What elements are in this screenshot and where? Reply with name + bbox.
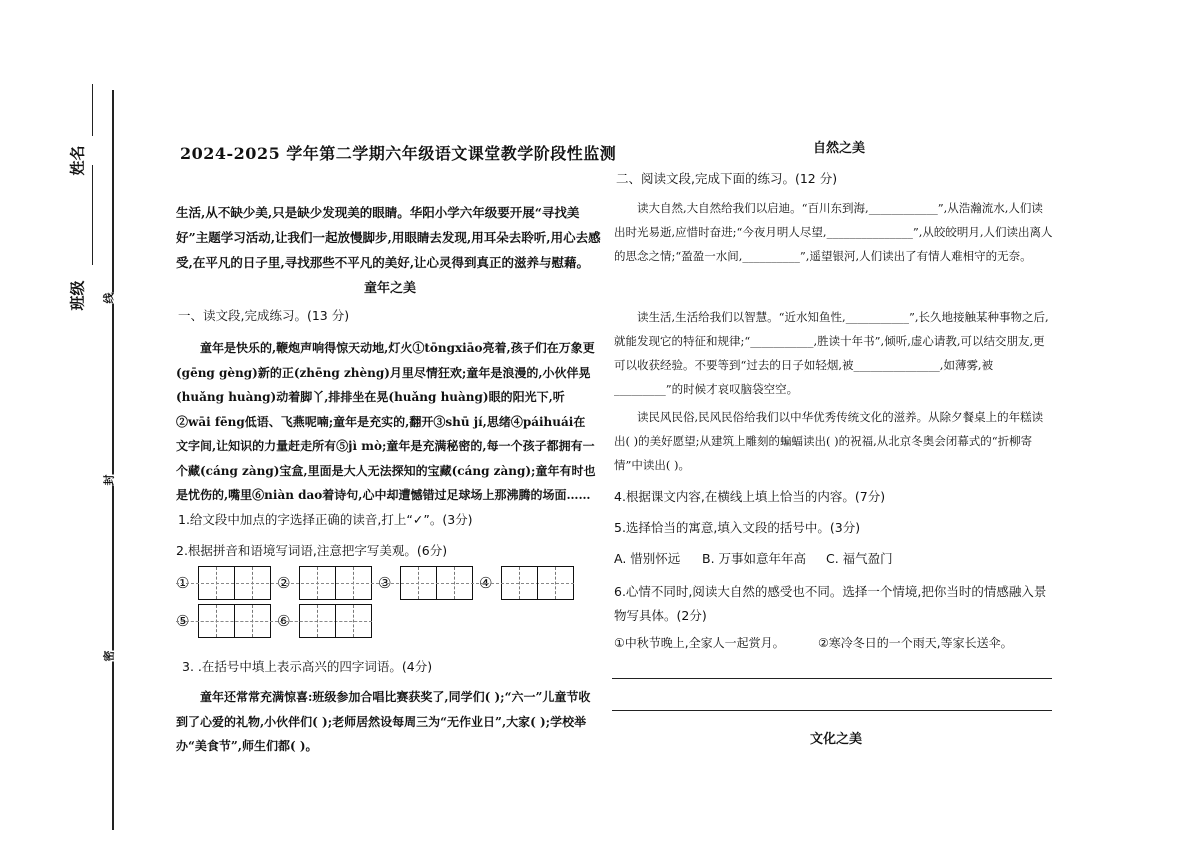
subquestion-1: 1.给文段中加点的字选择正确的读音,打上“✓”。(3分) bbox=[178, 512, 473, 527]
section-title-childhood: 童年之美 bbox=[364, 281, 417, 296]
grid-number: ⑤ bbox=[176, 612, 190, 630]
grid-number: ④ bbox=[479, 574, 493, 592]
writing-box[interactable] bbox=[501, 566, 574, 600]
grid-number: ③ bbox=[378, 574, 392, 592]
class-underline bbox=[92, 165, 93, 265]
paragraph-customs: 读民风民俗,民风民俗给我们以中华优秀传统文化的滋养。从除夕餐桌上的年糕读出( )的美好愿望;从建筑上雕刻的蝙蝠读出( )的祝福,从北京冬奥会闭幕式的“折柳寄情”中读出( )。 bbox=[614, 410, 1044, 472]
section-title-culture: 文化之美 bbox=[810, 732, 863, 747]
seal-mark-secret: 密 bbox=[102, 650, 116, 662]
class-label: 班级 bbox=[68, 280, 87, 311]
question-5: 5.选择恰当的寓意,填入文段的括号中。(3分) bbox=[614, 520, 861, 535]
paragraph-life: 读生活,生活给我们以智慧。“近水知鱼性,___________”,长久地接触某种事物之后,就能发现它的特征和规律;“___________,胜读十年书”,倾听,虚心请教,可以结交朋友,更可以收获经验。不要等到“过去的日子如轻烟,被_______________,如薄雾,被_________”的时候才哀叹脑袋空空。 bbox=[614, 310, 1049, 396]
subquestion-3: 3. .在括号中填上表示高兴的四字词语。(4分) bbox=[182, 659, 433, 674]
subquestion-2: 2.根据拼音和语境写词语,注意把字写美观。(6分) bbox=[176, 543, 448, 558]
grid-number: ⑥ bbox=[277, 612, 291, 630]
option-c: C. 福气盈门 bbox=[826, 551, 893, 566]
option-b: B. 万事如意年年高 bbox=[702, 551, 807, 566]
situation-1: ①中秋节晚上,全家人一起赏月。 bbox=[614, 636, 785, 650]
name-underline bbox=[92, 84, 93, 136]
question-1-heading: 一、读文段,完成练习。(13 分) bbox=[178, 308, 350, 323]
seal-mark-seal: 封 bbox=[102, 474, 116, 486]
intro-paragraph: 生活,从不缺少美,只是缺少发现美的眼睛。华阳小学六年级要开展“寻找美好”主题学习活动,让我们一起放慢脚步,用眼睛去发现,用耳朵去聆听,用心去感受,在平凡的日子里,寻找那些不平凡的美好,让心灵得到真正的滋养与慰藉。 bbox=[176, 205, 601, 270]
name-label: 姓名 bbox=[68, 145, 87, 176]
paragraph-nature: 读大自然,大自然给我们以启迪。“百川东到海,____________”,从浩瀚流水,人们读出时光易逝,应惜时奋进;“今夜月明人尽望,_______________”,从皎皎明月,人们读出离人的思念之情;“盈盈一水间,__________”,遥望银河,人们读出了有情人难相守的无奈。 bbox=[614, 201, 1053, 263]
question-4: 4.根据课文内容,在横线上填上恰当的内容。(7分) bbox=[614, 489, 886, 504]
seal-mark-line: 线 bbox=[102, 292, 116, 304]
question-6: 6.心情不同时,阅读大自然的感受也不同。选择一个情境,把你当时的情感融入景物写具体。(2分) bbox=[614, 584, 1047, 623]
binding-line bbox=[112, 90, 114, 830]
answer-line-2[interactable] bbox=[612, 710, 1052, 711]
passage-childhood: 童年是快乐的,鞭炮声响得惊天动地,灯火①tōngxiāo亮着,孩子们在万象更(gēng gèng)新的正(zhēng zhèng)月里尽情狂欢;童年是浪漫的,小伙伴晃(huǎng huàng)动着脚丫,排排坐在晃(huǎng huàng)眼的阳光下,听②wāi fēng低语、飞燕呢喃;童年是充实的,翻开③shū jí,思绪④páihuái在文字间,让知识的力量赶走所有⑤jì mò;童年是充满秘密的,每一个孩子都拥有一个藏(cáng zàng)宝盒,里面是大人无法探知的宝藏(cáng zàng);童年有时也是忧伤的,嘴里⑥niàn dao着诗句,心中却遭憾错过足球场上那沸腾的场面…… bbox=[176, 341, 596, 502]
exam-title: 2024-2025 学年第二学期六年级语文课堂教学阶段性监测 bbox=[180, 144, 617, 163]
writing-grid-row-2 bbox=[176, 604, 372, 638]
passage-surprises: 童年还常常充满惊喜:班级参加合唱比赛获奖了,同学们( );“六一”儿童节收到了心爱的礼物,小伙伴们( );老师居然设每周三为“无作业日”,大家( );学校举办“美食节”,师生们都( )。 bbox=[176, 690, 591, 753]
section-title-nature: 自然之美 bbox=[813, 141, 866, 156]
answer-line-1[interactable] bbox=[612, 678, 1052, 679]
situation-2: ②寒冷冬日的一个雨天,等家长送伞。 bbox=[818, 636, 1013, 650]
question-2-heading: 二、阅读文段,完成下面的练习。(12 分) bbox=[616, 171, 838, 186]
option-a: A. 惜别怀远 bbox=[614, 551, 681, 566]
grid-number: ② bbox=[277, 574, 291, 592]
writing-box[interactable] bbox=[299, 604, 372, 638]
writing-grid-row-1 bbox=[176, 566, 574, 600]
grid-number: ① bbox=[176, 574, 190, 592]
